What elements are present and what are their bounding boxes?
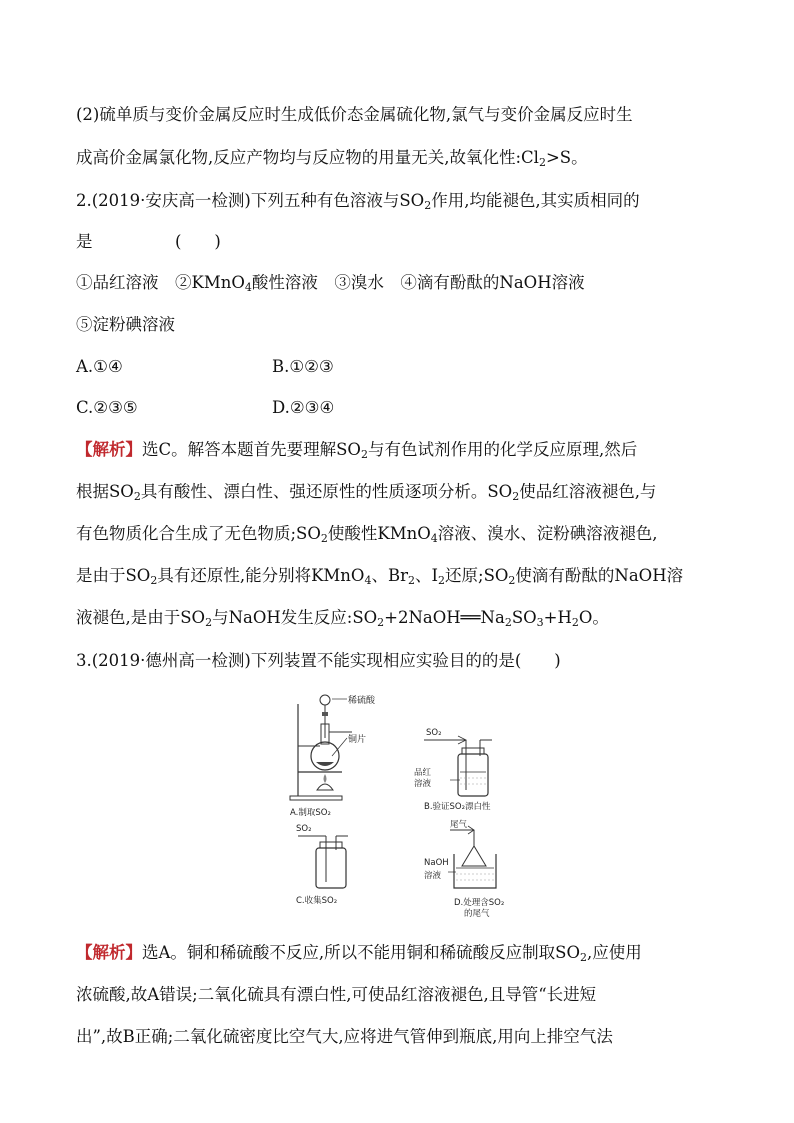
label-naoh-1: NaOH: [424, 858, 449, 868]
analysis-tag: 【解析】: [76, 440, 142, 459]
label-copper: 铜片: [348, 735, 367, 745]
option-a: A.①④: [76, 357, 123, 376]
label-tail-gas: 尾气: [450, 820, 468, 830]
text-line: (2)硫单质与变价金属反应时生成低价态金属硫化物,氯气与变价金属反应时生: [76, 105, 633, 124]
label-so2-b: SO₂: [426, 728, 442, 738]
label-so2-c: SO₂: [296, 824, 312, 834]
analysis-tag: 【解析】: [76, 943, 142, 962]
analysis-2-line: 是由于$SO_2$具有还原性,能分别将KMnO$_4$、$Br_2$、$I_2$还原$;SO_2$使滴有酚酞的NaOH溶: [76, 566, 684, 587]
question-3-stem: 3.(2019·德州高一检测)下列装置不能实现相应实验目的的是( ): [76, 651, 561, 670]
label-solution-b-1: 品红: [414, 768, 432, 778]
label-naoh-2: 溶液: [424, 871, 442, 881]
question-2-stem-cont: 是 ( ): [76, 232, 221, 251]
question-2-item5: ⑤淀粉碘溶液: [76, 315, 175, 334]
apparatus-b: [414, 726, 530, 816]
apparatus-a: [272, 686, 392, 816]
question-2-stem: 2.(2019·安庆高一检测)下列五种有色溶液与$SO_2$作用,均能褪色,其实质相同的: [76, 191, 640, 212]
apparatus-c: [290, 822, 370, 912]
analysis-2-line: 【解析】选C。解答本题首先要理解$SO_2$与有色试剂作用的化学反应原理,然后: [76, 440, 638, 461]
option-d: D.②③④: [272, 398, 335, 417]
caption-a: A.制取SO₂: [290, 808, 331, 818]
option-b: B.①②③: [272, 357, 334, 376]
analysis-2-line: 有色物质化合生成了无色物质$;SO_2$使酸性KMnO$_4$溶液、溴水、淀粉碘溶液褪色,: [76, 524, 658, 545]
caption-b: B.验证SO₂漂白性: [424, 802, 491, 812]
option-c: C.②③⑤: [76, 398, 138, 417]
analysis-3-line: 出”,故B正确;二氧化硫密度比空气大,应将进气管伸到瓶底,用向上排空气法: [76, 1027, 613, 1046]
analysis-3-line: 浓硫酸,故A错误;二氧化硫具有漂白性,可使品红溶液褪色,且导管“长进短: [76, 985, 597, 1004]
question-2-items: ①品红溶液 ②KMnO$_4$酸性溶液 ③溴水 ④滴有酚酞的NaOH溶液: [76, 273, 585, 294]
caption-d-2: 的尾气: [464, 909, 490, 919]
analysis-3-line: 【解析】选A。铜和稀硫酸不反应,所以不能用铜和稀硫酸反应制取$SO_2$,应使用: [76, 943, 642, 964]
analysis-2-line: 液褪色,是由于$SO_2$与NaOH发生反应$:SO_2+2NaOH══Na_2SO_3+H_2O$。: [76, 608, 609, 629]
label-solution-b-2: 溶液: [414, 779, 432, 789]
text-line: 成高价金属氯化物,反应产物均与反应物的用量无关,故氧化性$:Cl_2>S$。: [76, 148, 588, 169]
caption-d-1: D.处理含SO₂: [454, 898, 505, 908]
caption-c: C.收集SO₂: [296, 896, 338, 906]
analysis-2-line: 根据$SO_2$具有酸性、漂白性、强还原性的性质逐项分析。$SO_2$使品红溶液褪色,与: [76, 482, 657, 503]
label-dilute-acid: 稀硫酸: [348, 696, 376, 706]
apparatus-d: [420, 816, 530, 922]
